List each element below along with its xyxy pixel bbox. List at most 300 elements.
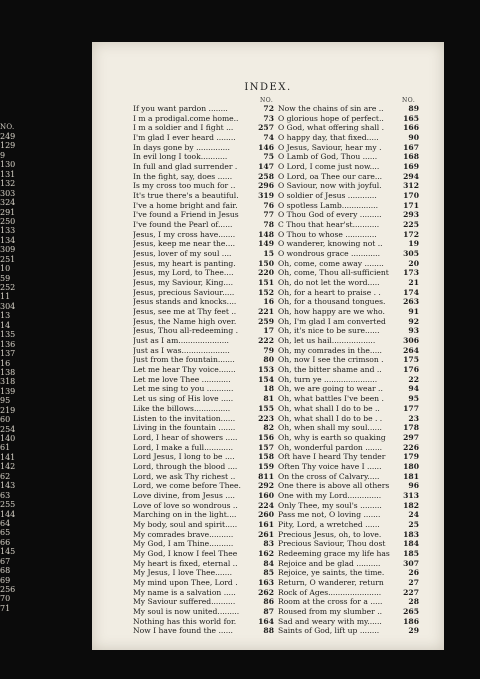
hymn-number: 183 — [403, 529, 419, 539]
hymn-number: 166 — [403, 123, 419, 133]
hymn-first-line: Oh, what shall I do to be . . — [278, 413, 383, 423]
index-entry — [278, 578, 419, 588]
index-entry — [278, 394, 419, 404]
index-entry — [133, 288, 274, 298]
hymn-number: 29 — [408, 626, 419, 636]
hymn-number: 227 — [403, 587, 419, 597]
bleed-number: 324 — [0, 198, 16, 208]
hymn-number: 23 — [408, 413, 419, 423]
hymn-first-line: Oh, turn ye ...................... — [278, 374, 378, 384]
hymn-first-line: Jesus stands and knocks.... — [133, 297, 237, 307]
index-entry — [278, 414, 419, 424]
hymn-number: 148 — [258, 229, 274, 239]
hymn-first-line: Oh, it's nice to be sure...... — [278, 326, 380, 336]
hymn-number: 186 — [403, 616, 419, 626]
bleed-number: 141 — [0, 452, 16, 462]
hymn-number: 96 — [408, 481, 419, 491]
hymn-first-line: Rock of Ages...................... — [278, 587, 382, 597]
hymn-first-line: Listen to the invitation...... — [133, 413, 236, 423]
index-entry — [133, 549, 274, 559]
hymn-first-line: My mind upon Thee, Lord . — [133, 577, 238, 587]
hymn-number: 21 — [408, 278, 419, 288]
bleed-number: 66 — [0, 537, 11, 547]
hymn-number: 152 — [258, 287, 274, 297]
hymn-number: 161 — [258, 519, 274, 529]
index-entry — [278, 239, 419, 249]
index-entry — [278, 230, 419, 240]
index-entry — [133, 626, 274, 636]
hymn-number: 28 — [408, 597, 419, 607]
hymn-number: 89 — [408, 104, 419, 113]
hymn-first-line: Nothing has this world for. — [133, 616, 237, 626]
index-entry — [133, 152, 274, 162]
hymn-number: 20 — [408, 258, 419, 268]
hymn-first-line: Just from the fountain....... — [133, 355, 235, 365]
hymn-number: 259 — [258, 316, 274, 326]
hymn-number: 160 — [258, 490, 274, 500]
index-entry — [278, 104, 419, 114]
index-entry — [278, 162, 419, 172]
index-entry — [278, 326, 419, 336]
hymn-number: 168 — [403, 152, 419, 162]
hymn-first-line: O Lamb of God, Thou ...... — [278, 152, 378, 162]
left-column-no-label: NO. — [260, 97, 274, 104]
index-entry — [278, 346, 419, 356]
index-entry — [133, 578, 274, 588]
index-entry — [133, 230, 274, 240]
hymn-number: 297 — [403, 432, 419, 442]
index-entry — [133, 433, 274, 443]
hymn-number: 16 — [263, 297, 274, 307]
hymn-first-line: Pass me not, O loving ....... — [278, 510, 381, 520]
hymn-first-line: My God, I am Thine.......... — [133, 539, 234, 549]
index-entry — [278, 568, 419, 578]
hymn-first-line: O God, what offering shall . — [278, 123, 385, 133]
hymn-first-line: Jesus, my heart is panting. — [133, 258, 236, 268]
hymn-first-line: Living in the fountain ....... — [133, 423, 236, 433]
hymn-number: 154 — [258, 374, 274, 384]
bleed-number: 64 — [0, 518, 11, 528]
bleed-number: 250 — [0, 216, 16, 226]
index-entry — [278, 452, 419, 462]
hymn-first-line: Jesus, the Name high over. — [133, 316, 237, 326]
hymn-first-line: O wanderer, knowing not .. — [278, 239, 383, 249]
index-entry — [133, 365, 274, 375]
hymn-first-line: Jesus, keep me near the.... — [133, 239, 236, 249]
bleed-number: 144 — [0, 509, 16, 519]
bleed-number: 129 — [0, 141, 16, 151]
hymn-first-line: Jesus, my Saviour, King.... — [133, 278, 233, 288]
hymn-number: 173 — [403, 268, 419, 278]
hymn-number: 76 — [263, 200, 274, 210]
bleed-number-list — [0, 132, 40, 613]
index-entry — [278, 123, 419, 133]
index-page — [92, 42, 444, 650]
bleed-number: 13 — [0, 311, 11, 321]
hymn-first-line: In days gone by .............. — [133, 142, 230, 152]
hymn-number: 225 — [403, 220, 419, 230]
index-entry — [133, 617, 274, 627]
hymn-first-line: Love of love so wondrous .. — [133, 500, 238, 510]
index-entry — [278, 549, 419, 559]
index-entry — [278, 539, 419, 549]
hymn-first-line: Jesus, Thou all-redeeming . — [133, 326, 239, 336]
bleed-header: NO. — [0, 123, 15, 131]
index-entry — [133, 452, 274, 462]
hymn-first-line: O Lord, I come just now.... — [278, 162, 380, 172]
hymn-first-line: Oh, why is earth so quaking — [278, 432, 386, 442]
hymn-number: 260 — [258, 510, 274, 520]
hymn-first-line: Oh, for a thousand tongues. — [278, 297, 386, 307]
hymn-first-line: My comrades brave.......... — [133, 529, 234, 539]
index-entry — [133, 414, 274, 424]
bleed-number: 10 — [0, 264, 11, 274]
bleed-number: 70 — [0, 594, 11, 604]
left-index-column — [133, 104, 274, 636]
hymn-first-line: Let me love Thee ............ — [133, 374, 231, 384]
hymn-first-line: If you want pardon ........ — [133, 104, 228, 113]
index-entry — [133, 201, 274, 211]
index-entry — [133, 133, 274, 143]
index-entry — [278, 259, 419, 269]
hymn-number: 73 — [263, 113, 274, 123]
hymn-number: 293 — [403, 210, 419, 220]
hymn-number: 306 — [403, 336, 419, 346]
hymn-number: 172 — [403, 229, 419, 239]
hymn-first-line: Oh, do not let the word..... — [278, 278, 380, 288]
hymn-first-line: My heart is fixed, eternal .. — [133, 558, 238, 568]
hymn-number: 84 — [263, 558, 274, 568]
bleed-number: 252 — [0, 283, 16, 292]
hymn-first-line: Now I have found the ...... — [133, 626, 233, 636]
hymn-number: 149 — [258, 239, 274, 249]
hymn-number: 226 — [403, 442, 419, 452]
hymn-number: 157 — [258, 442, 274, 452]
hymn-number: 258 — [258, 171, 274, 181]
hymn-number: 95 — [408, 394, 419, 404]
bleed-number: 63 — [0, 490, 11, 500]
index-entry — [133, 239, 274, 249]
bleed-number: 256 — [0, 585, 16, 594]
hymn-first-line: Often Thy voice have I ...... — [278, 461, 382, 471]
bleed-number: 132 — [0, 179, 16, 189]
hymn-first-line: Now the chains of sin are .. — [278, 104, 384, 113]
hymn-number: 25 — [408, 519, 419, 529]
hymn-number: 170 — [403, 191, 419, 201]
index-entry — [278, 520, 419, 530]
hymn-first-line: I've found the Pearl of...... — [133, 220, 233, 230]
hymn-number: 27 — [408, 577, 419, 587]
hymn-number: 17 — [263, 326, 274, 336]
hymn-first-line: On the cross of Calvary..... — [278, 471, 380, 481]
hymn-first-line: Jesus, I my cross have....... — [133, 229, 236, 239]
index-entry — [133, 123, 274, 133]
page-title: INDEX. — [244, 82, 292, 93]
hymn-number: 79 — [263, 345, 274, 355]
hymn-number: 165 — [403, 113, 419, 123]
index-entry — [278, 307, 419, 317]
hymn-number: 86 — [263, 597, 274, 607]
hymn-first-line: I've found a Friend in Jesus — [133, 210, 239, 220]
index-entry — [278, 443, 419, 453]
bleed-number: 291 — [0, 207, 16, 217]
bleed-number: 61 — [0, 443, 11, 453]
hymn-first-line: O happy day, that fixed..... — [278, 133, 379, 143]
bleed-number: 139 — [0, 386, 16, 396]
hymn-number: 156 — [258, 432, 274, 442]
index-entry — [278, 288, 419, 298]
index-entry — [133, 375, 274, 385]
bleed-number: 134 — [0, 235, 16, 245]
index-entry — [133, 172, 274, 182]
hymn-first-line: One with my Lord.............. — [278, 490, 382, 500]
hymn-number: 181 — [403, 471, 419, 481]
hymn-first-line: O Jesus, Saviour, hear my . — [278, 142, 382, 152]
hymn-first-line: O glorious hope of perfect.. — [278, 113, 384, 123]
hymn-number: 811 — [258, 471, 274, 481]
bleed-number: 136 — [0, 339, 16, 349]
hymn-number: 150 — [258, 258, 274, 268]
hymn-number: 178 — [403, 423, 419, 433]
index-entry — [278, 384, 419, 394]
hymn-first-line: Rejoice and be glad .......... — [278, 558, 381, 568]
bleed-number: 145 — [0, 547, 16, 557]
index-entry — [133, 530, 274, 540]
bleed-number: 219 — [0, 405, 16, 415]
hymn-number: 305 — [403, 249, 419, 259]
index-entry — [133, 317, 274, 327]
index-entry — [133, 423, 274, 433]
index-entry — [278, 152, 419, 162]
bleed-number: 71 — [0, 603, 11, 613]
hymn-first-line: My name is a salvation ..... — [133, 587, 236, 597]
hymn-number: 261 — [258, 529, 274, 539]
hymn-number: 220 — [258, 268, 274, 278]
hymn-number: 146 — [258, 142, 274, 152]
hymn-first-line: Pity, Lord, a wretched ...... — [278, 519, 380, 529]
hymn-first-line: Love divine, from Jesus .... — [133, 490, 235, 500]
index-entry — [133, 268, 274, 278]
index-entry — [278, 336, 419, 346]
hymn-number: 72 — [263, 104, 274, 113]
hymn-number: 22 — [408, 374, 419, 384]
index-entry — [278, 210, 419, 220]
hymn-number: 162 — [258, 548, 274, 558]
hymn-first-line: In full and glad surrender . — [133, 162, 238, 172]
hymn-first-line: Is my cross too much for .. — [133, 181, 236, 191]
hymn-number: 223 — [258, 413, 274, 423]
index-entry — [133, 501, 274, 511]
hymn-number: 171 — [403, 200, 419, 210]
right-index-column — [278, 104, 419, 636]
bleed-number: 133 — [0, 226, 16, 236]
hymn-first-line: Redeeming grace my life has — [278, 548, 390, 558]
index-entry — [133, 472, 274, 482]
index-entry — [133, 462, 274, 472]
hymn-first-line: Let us sing of His love ..... — [133, 394, 234, 404]
bleed-number: 69 — [0, 575, 11, 585]
index-entry — [278, 278, 419, 288]
index-entry — [278, 607, 419, 617]
hymn-first-line: Oh, my comrades in the..... — [278, 345, 382, 355]
index-entry — [133, 191, 274, 201]
bleed-number: 137 — [0, 349, 16, 359]
index-entry — [133, 307, 274, 317]
index-entry — [278, 433, 419, 443]
index-entry — [133, 394, 274, 404]
bleed-number: 131 — [0, 169, 16, 179]
hymn-number: 167 — [403, 142, 419, 152]
index-entry — [278, 297, 419, 307]
hymn-first-line: My soul is now united......... — [133, 606, 240, 616]
hymn-number: 180 — [403, 461, 419, 471]
index-entry — [278, 404, 419, 414]
bleed-number: 59 — [0, 273, 11, 283]
hymn-first-line: Jesus, my Lord, to Thee.... — [133, 268, 234, 278]
hymn-number: 82 — [263, 423, 274, 433]
bleed-number: 60 — [0, 415, 11, 425]
hymn-number: 185 — [403, 548, 419, 558]
hymn-number: 262 — [258, 587, 274, 597]
hymn-first-line: Lord, through the blood .... — [133, 461, 238, 471]
index-entry — [133, 355, 274, 365]
hymn-number: 81 — [263, 394, 274, 404]
bleed-number: 251 — [0, 254, 16, 264]
hymn-first-line: Let me sing to you ........... — [133, 384, 234, 394]
hymn-first-line: Oh, we are going to wear .. — [278, 384, 383, 394]
hymn-first-line: Oh, when shall my soul...... — [278, 423, 382, 433]
hymn-first-line: One there is above all others — [278, 481, 390, 491]
index-entry — [278, 133, 419, 143]
hymn-number: 263 — [403, 297, 419, 307]
hymn-first-line: Saints of God, lift up ........ — [278, 626, 380, 636]
hymn-number: 179 — [403, 452, 419, 462]
hymn-number: 184 — [403, 539, 419, 549]
index-entry — [278, 355, 419, 365]
hymn-number: 176 — [403, 365, 419, 375]
hymn-number: 174 — [403, 287, 419, 297]
index-entry — [278, 423, 419, 433]
hymn-number: 307 — [403, 558, 419, 568]
hymn-first-line: C Thou that hear'st........... — [278, 220, 380, 230]
hymn-first-line: In evil long I took........... — [133, 152, 228, 162]
hymn-number: 182 — [403, 500, 419, 510]
hymn-first-line: Room at the cross for a ..... — [278, 597, 383, 607]
hymn-number: 265 — [403, 606, 419, 616]
hymn-number: 175 — [403, 355, 419, 365]
hymn-first-line: Lord, I make a full............ — [133, 442, 234, 452]
hymn-first-line: My body, soul and spirit..... — [133, 519, 238, 529]
hymn-number: 85 — [263, 568, 274, 578]
index-entry — [278, 530, 419, 540]
hymn-number: 147 — [258, 162, 274, 172]
hymn-first-line: I m a soldier and I fight ... — [133, 123, 234, 133]
hymn-number: 155 — [258, 403, 274, 413]
index-entry — [278, 268, 419, 278]
index-entry — [133, 597, 274, 607]
index-entry — [133, 104, 274, 114]
hymn-first-line: Lord Jesus, I long to be .... — [133, 452, 235, 462]
index-entry — [133, 510, 274, 520]
hymn-first-line: Oh, what shall I do to be .. — [278, 403, 380, 413]
index-entry — [133, 384, 274, 394]
hymn-number: 18 — [263, 384, 274, 394]
index-entry — [278, 220, 419, 230]
adjacent-page-bleed — [0, 0, 40, 679]
hymn-number: 75 — [263, 152, 274, 162]
hymn-number: 158 — [258, 452, 274, 462]
hymn-first-line: Lord, we come before Thee. — [133, 481, 241, 491]
bleed-number: 67 — [0, 556, 11, 566]
index-entry — [278, 472, 419, 482]
bleed-number: 9 — [0, 150, 6, 160]
bleed-number: 11 — [0, 292, 11, 302]
hymn-first-line: Precious Jesus, oh, to love. — [278, 529, 382, 539]
index-entry — [133, 559, 274, 569]
hymn-first-line: Oft have I heard Thy tender — [278, 452, 386, 462]
index-entry — [278, 588, 419, 598]
index-entry — [278, 365, 419, 375]
hymn-first-line: O Saviour, now with joyful. — [278, 181, 382, 191]
bleed-number: 95 — [0, 396, 11, 406]
hymn-first-line: Sad and weary with my...... — [278, 616, 382, 626]
index-entry — [133, 162, 274, 172]
bleed-number: 249 — [0, 132, 16, 141]
hymn-number: 313 — [403, 490, 419, 500]
hymn-number: 78 — [263, 220, 274, 230]
bleed-number: 135 — [0, 330, 16, 340]
index-entry — [133, 114, 274, 124]
hymn-first-line: My Jesus, I love Thee....... — [133, 568, 232, 578]
hymn-first-line: Oh, for a heart to praise . . — [278, 287, 381, 297]
hymn-number: 153 — [258, 365, 274, 375]
index-entry — [133, 443, 274, 453]
hymn-first-line: Oh, come, come away ........ — [278, 258, 384, 268]
index-entry — [278, 191, 419, 201]
bleed-number: 318 — [0, 377, 16, 387]
bleed-number: 140 — [0, 434, 16, 443]
hymn-first-line: Jesus, see me at Thy feet .. — [133, 307, 237, 317]
hymn-number: 312 — [403, 181, 419, 191]
bleed-number: 303 — [0, 188, 16, 198]
hymn-first-line: Jesus, precious Saviour..... — [133, 287, 235, 297]
hymn-number: 163 — [258, 577, 274, 587]
hymn-number: 294 — [403, 171, 419, 181]
index-entry — [133, 336, 274, 346]
index-entry — [133, 259, 274, 269]
index-entry — [133, 520, 274, 530]
index-entry — [278, 462, 419, 472]
hymn-number: 159 — [258, 461, 274, 471]
index-entry — [133, 278, 274, 288]
hymn-first-line: Oh, let us hail.................. — [278, 336, 376, 346]
hymn-first-line: Just as I was.................... — [133, 345, 230, 355]
hymn-number: 74 — [263, 133, 274, 143]
bleed-number: 62 — [0, 471, 11, 481]
hymn-number: 83 — [263, 539, 274, 549]
hymn-first-line: Oh, I'm glad I am converted — [278, 316, 386, 326]
index-entry — [133, 326, 274, 336]
hymn-first-line: My Saviour suffered.......... — [133, 597, 236, 607]
hymn-first-line: My God, I know I feel Thee — [133, 548, 238, 558]
hymn-first-line: O Thou to whose ............. — [278, 229, 377, 239]
index-entry — [133, 491, 274, 501]
hymn-number: 177 — [403, 403, 419, 413]
bleed-number: 143 — [0, 481, 16, 491]
index-entry — [133, 346, 274, 356]
index-entry — [133, 210, 274, 220]
hymn-number: 80 — [263, 355, 274, 365]
